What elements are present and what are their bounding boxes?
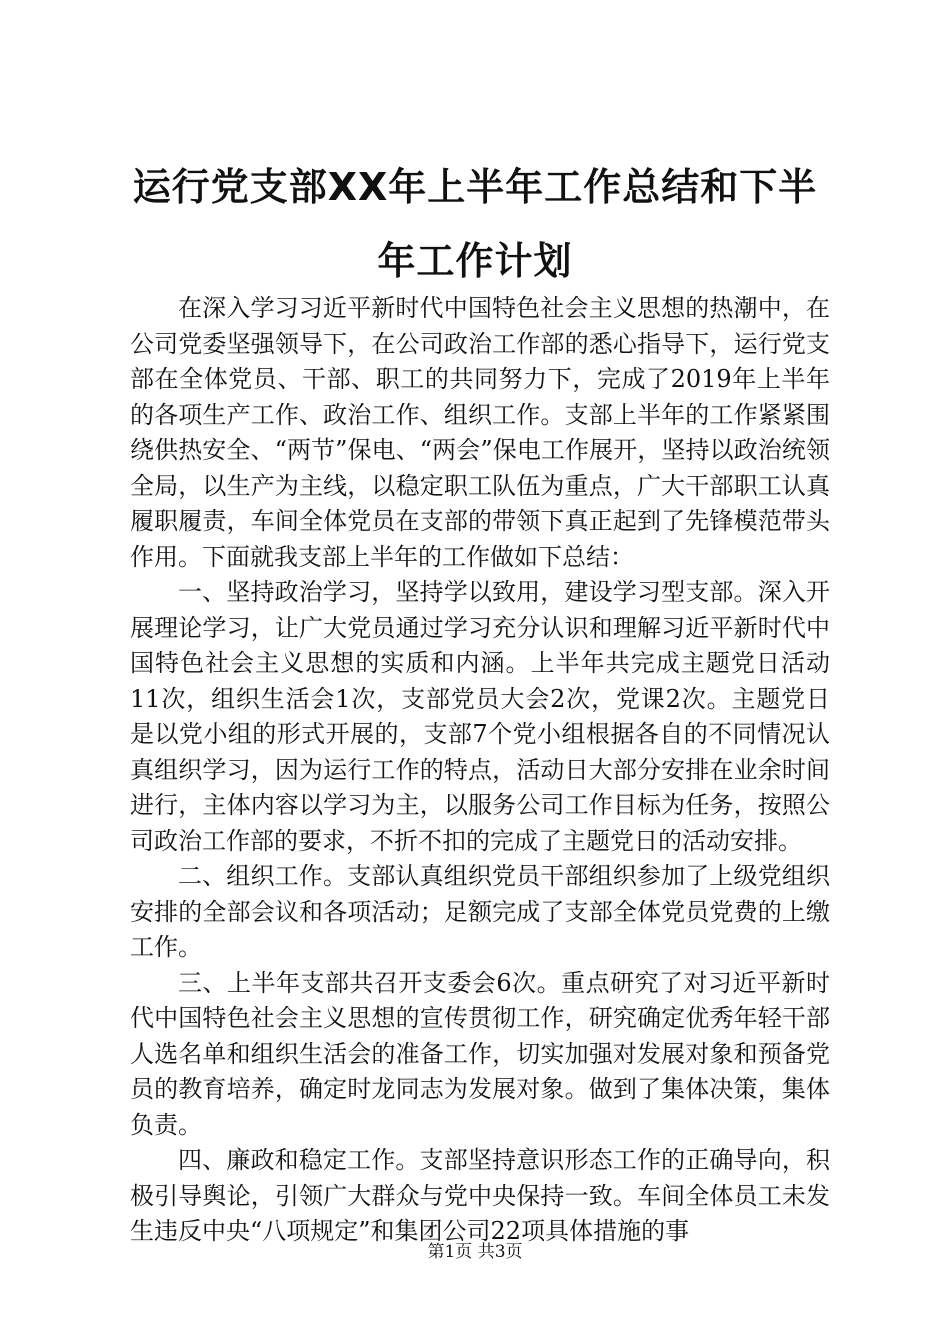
- document-body: [130, 291, 830, 1250]
- paragraph-political-study: 一、坚持政治学习，坚持学以致用，建设学习型支部。深入开展理论学习，让广大党员通过学习充分认识和理解习近平新时代中国特色社会主义思想的实质和内涵。上半年共完成主题党日活动11次，组织生活会1次，支部党员大会2次，党课2次。主题党日是以党小组的形式开展的，支部7个党小组根据各自的不同情况认真组织学习，因为运行工作的特点，活动日大部分安排在业余时间进行，主体内容以学习为主，以服务公司工作目标为任务，按照公司政治工作部的要求，不折不扣的完成了主题党日的活动安排。: [130, 578, 830, 855]
- paragraph-branch-committee: 三、上半年支部共召开支委会6次。重点研究了对习近平新时代中国特色社会主义思想的宣传贯彻工作，研究确定优秀年轻干部人选名单和组织生活会的准备工作，切实加强对发展对象和预备党员的教育培养，确定时龙同志为发展对象。做到了集体决策，集体负责。: [130, 968, 830, 1139]
- paragraph-intro: 在深入学习习近平新时代中国特色社会主义思想的热潮中，在公司党委坚强领导下，在公司政治工作部的悉心指导下，运行党支部在全体党员、干部、职工的共同努力下，完成了2019年上半年的各项生产工作、政治工作、组织工作。支部上半年的工作紧紧围绕供热安全、“两节”保电、“两会”保电工作展开，坚持以政治统领全局，以生产为主线，以稳定职工队伍为重点，广大干部职工认真履职履责，车间全体党员在支部的带领下真正起到了先锋模范带头作用。下面就我支部上半年的工作做如下总结：: [130, 294, 830, 571]
- document-title: 运行党支部XX年上半年工作总结和下半年工作计划: [132, 165, 818, 283]
- page-number-footer: 第1页 共3页: [427, 1242, 523, 1262]
- paragraph-organization-work: 二、组织工作。支部认真组织党员干部组织参加了上级党组织安排的全部会议和各项活动；足额完成了支部全体党员党费的上缴工作。: [130, 862, 830, 961]
- paragraph-integrity-stability: 四、廉政和稳定工作。支部坚持意识形态工作的正确导向，积极引导舆论，引领广大群众与党中央保持一致。车间全体员工未发生违反中央“八项规定”和集团公司22项具体措施的事: [130, 1146, 830, 1245]
